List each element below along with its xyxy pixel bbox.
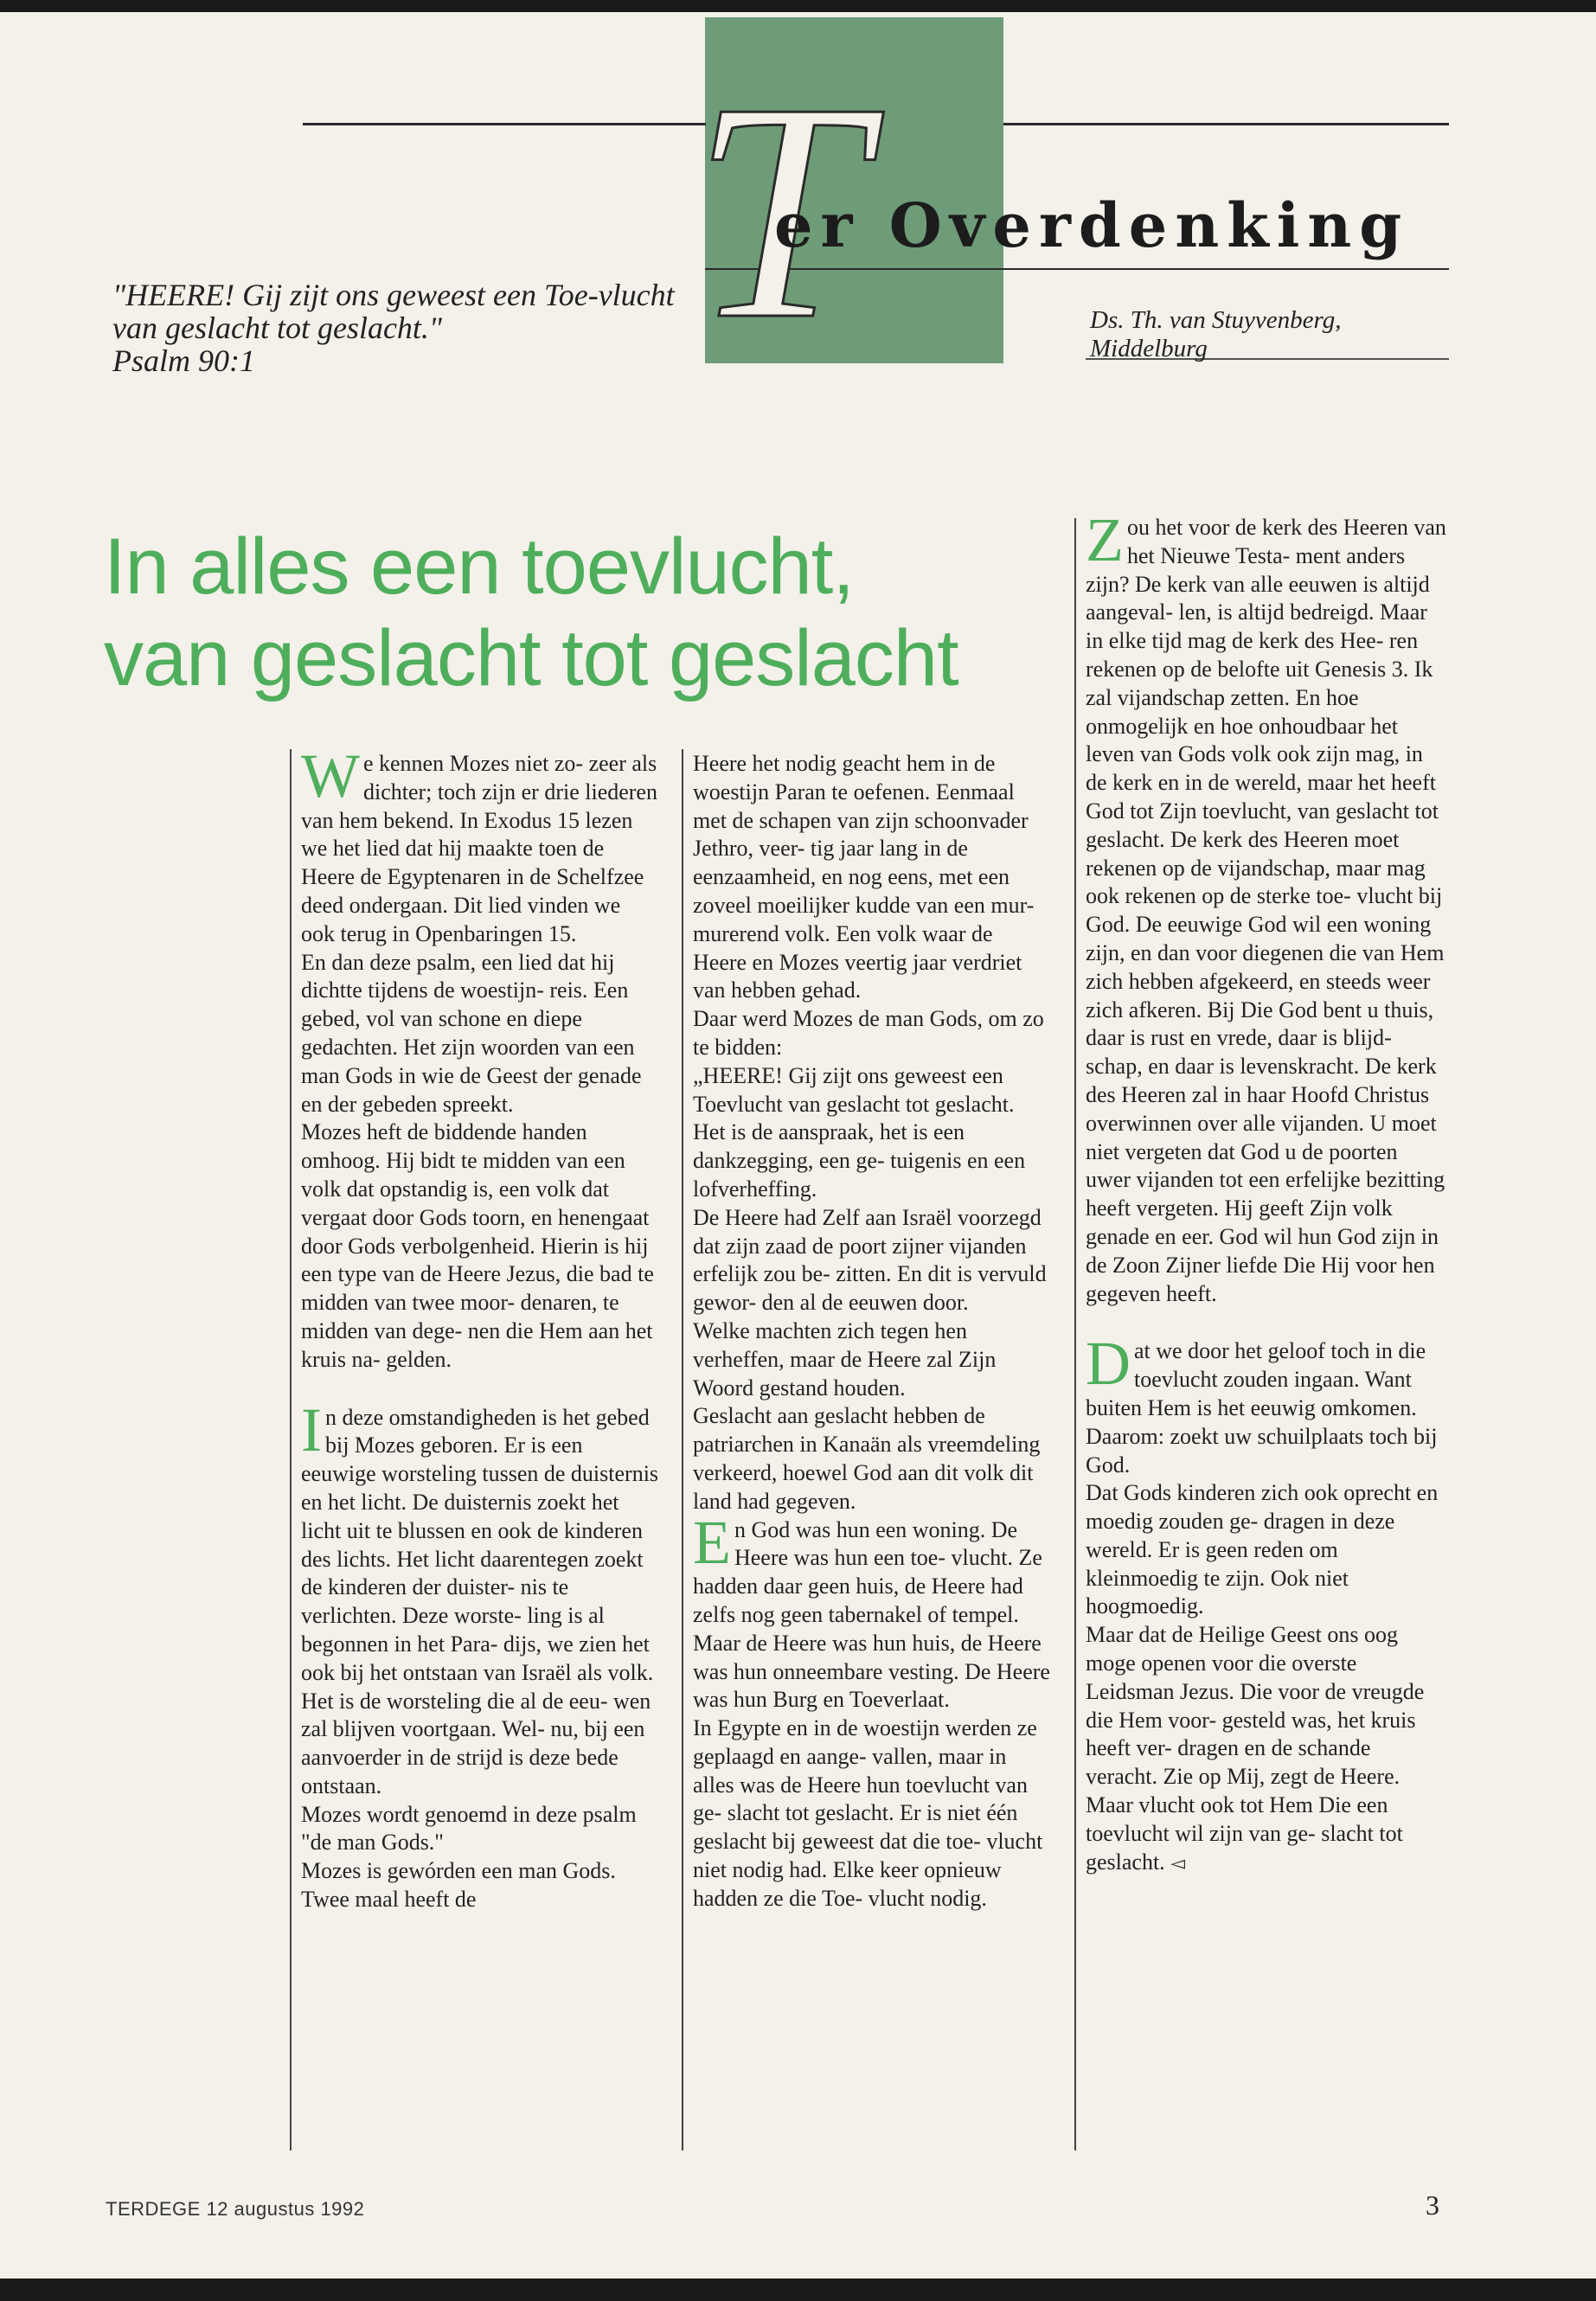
paragraph-text: Daar werd Mozes de man Gods, om zo te bidden: bbox=[693, 1006, 1044, 1060]
paragraph-text: De Heere had Zelf aan Israël voorzegd dat zijn zaad de poort zijner vijanden erfelijk zou be- zitten. En dit is vervuld gewor- den al de eeuwen door. bbox=[693, 1204, 1047, 1316]
article-paragraph bbox=[301, 1801, 659, 1858]
paragraph-text: ou het voor de kerk des Heeren van het Nieuwe Testa- ment anders zijn? De kerk van alle eeuwen is altijd aangeval- len, is altijd bedreigd. Maar in elke tijd mag de kerk des Hee- ren rekenen op de belofte uit Genesis 3. Ik zal vijandschap zetten. En hoe onmogelijk en hoe onhoudbaar het leven van Gods volk ook zijn mag, in de kerk en in de wereld, maar het heeft God tot Zijn toevlucht, van geslacht tot geslacht. De kerk des Heeren moet rekenen op de vijandschap, maar mag ook rekenen op de sterke toe- vlucht bij God. De eeuwige God wil een woning zijn, en dan voor diegenen die van Hem zich hebben afgekeerd, en steeds weer zich afkeren. Bij Die God bent u thuis, daar is rust en vrede, daar is blijd- schap, en daar is levenskracht. De kerk des Heeren zal in haar Hoofd Christus overwinnen over alle vijanden. U moet niet vergeten dat God u de poorten uwer vijanden tot een erfelijke bezitting heeft vergeten. Hij geeft Zijn volk genade en eer. God wil hun God zijn in de Zoon Zijner liefde Die Hij voor hen gegeven heeft. bbox=[1086, 515, 1446, 1306]
article-paragraph bbox=[1086, 1621, 1447, 1877]
paragraph-text: Mozes wordt genoemd in deze psalm "de man Gods." bbox=[301, 1801, 637, 1856]
paragraph-gap bbox=[301, 1375, 659, 1404]
article-paragraph bbox=[301, 1118, 659, 1374]
paragraph-text: Dat Gods kinderen zich ook oprecht en moedig zouden ge- dragen in deze wereld. Er is geen reden om kleinmoedig te zijn. Ook niet hoogmoedig. bbox=[1086, 1480, 1439, 1619]
article-paragraph bbox=[693, 1507, 1051, 1715]
article-headline bbox=[104, 521, 1073, 704]
paragraph-text: En dan deze psalm, een lied dat hij dichtte tijdens de woestijn- reis. Een gebed, vol van schone en diepe gedachten. Het zijn woorden van een man Gods in wie de Geest der genade en der gebeden spreekt. bbox=[301, 949, 642, 1117]
article-paragraph bbox=[301, 1394, 659, 1801]
page-number: 3 bbox=[1426, 2189, 1439, 2221]
publication-footer: TERDEGE 12 augustus 1992 bbox=[106, 2198, 365, 2220]
paragraph-text: n God was hun een woning. De Heere was hun een toe- vlucht. Ze hadden daar geen huis, de Heere had zelfs nog geen tabernakel of tempel. Maar de Heere was hun huis, de Heere was hun onneembare vesting. De Heere was hun Burg en Toeverlaat. bbox=[693, 1516, 1050, 1713]
paragraph-text: Maar dat de Heilige Geest ons oog moge openen voor die overste Leidsman Jezus. Die voor de vreugde die Hem voor- gesteld was, het kruis heeft ver- dragen en de schande veracht. Zie op Mij, zegt de Heere. Maar vlucht ook tot Hem Die een toevlucht wil zijn van ge- slacht tot geslacht. bbox=[1086, 1622, 1425, 1875]
section-title: er Overdenking bbox=[774, 189, 1410, 261]
article-paragraph bbox=[1086, 1329, 1447, 1479]
article-paragraph bbox=[693, 1715, 1051, 1913]
article-column-3 bbox=[1086, 505, 1447, 1877]
motto-text: "HEERE! Gij zijt ons geweest een Toe-vlucht van geslacht tot geslacht." bbox=[112, 278, 675, 345]
article-paragraph bbox=[693, 1204, 1051, 1317]
end-of-article-icon: ◅ bbox=[1170, 1851, 1186, 1874]
paragraph-text: n deze omstandigheden is het gebed bij Mozes geboren. Er is een eeuwige worsteling tussen de duisternis en het licht. De duisternis zoekt het licht uit te blussen en ook de kinderen des lichts. Het licht daarentegen zoekt de kinderen der duister- nis te verlichten. Deze worste- ling is al begonnen in het Para- dijs, we zien het ook bij het ontstaan van Israël als volk. Het is de worsteling die al de eeu- wen zal blijven voortgaan. Wel- nu, bij een aanvoerder in de strijd is deze bede ontstaan. bbox=[301, 1404, 659, 1798]
header-rule-right bbox=[1003, 123, 1449, 125]
article-column-1 bbox=[301, 741, 659, 1914]
column-rule-1 bbox=[290, 749, 292, 2150]
drop-cap: I bbox=[301, 1394, 322, 1465]
author-location: Middelburg bbox=[1090, 335, 1208, 362]
headline-line-1: In alles een toevlucht, bbox=[104, 522, 854, 611]
article-paragraph bbox=[693, 1062, 1051, 1204]
article-paragraph bbox=[1086, 1479, 1447, 1621]
paragraph-text: e kennen Mozes niet zo- zeer als dichter; toch zijn er drie liederen van hem bekend. In Exodus 15 lezen we het lied dat hij maakte toen de Heere de Egyptenaren in de Schelfzee deed ondergaan. Dit lied vinden we ook terug in Openbaringen 15. bbox=[301, 751, 657, 946]
author-name: Ds. Th. van Stuyvenberg, bbox=[1090, 306, 1342, 334]
column-rule-3 bbox=[1074, 518, 1076, 2150]
article-paragraph bbox=[301, 949, 659, 1119]
paragraph-text: Mozes is gewórden een man Gods. Twee maal heeft de bbox=[301, 1858, 616, 1913]
header-rule-left bbox=[303, 123, 706, 125]
article-column-2 bbox=[693, 750, 1051, 1913]
magazine-page bbox=[0, 12, 1596, 2279]
paragraph-text: „HEERE! Gij zijt ons geweest een Toevlucht van geslacht tot geslacht. Het is de aanspraak, het is een dankzegging, een ge- tuigenis en een lofverheffing. bbox=[693, 1062, 1026, 1202]
header-initial-T: T bbox=[692, 38, 866, 383]
article-paragraph bbox=[1086, 505, 1447, 1308]
paragraph-text: Welke machten zich tegen hen verheffen, maar de Heere zal Zijn Woord gestand houden. bbox=[693, 1317, 997, 1400]
drop-cap: Z bbox=[1086, 505, 1124, 574]
article-paragraph bbox=[301, 741, 659, 949]
article-paragraph bbox=[693, 1317, 1051, 1402]
drop-cap: W bbox=[301, 741, 360, 811]
bottom-border bbox=[0, 2279, 1596, 2301]
paragraph-gap bbox=[1086, 1308, 1447, 1337]
headline-line-2: van geslacht tot geslacht bbox=[104, 614, 958, 702]
article-paragraph bbox=[301, 1857, 659, 1914]
paragraph-text: Heere het nodig geacht hem in de woestijn Paran te oefenen. Eenmaal met de schapen van zijn schoonvader Jethro, veer- tig jaar lang in de eenzaamheid, en nog eens, met een zoveel moeilijker kudde van een mur- murerend volk. Een volk waar de Heere en Mozes veertig jaar verdriet van hebben gehad. bbox=[693, 751, 1035, 1003]
paragraph-text: Mozes heft de biddende handen omhoog. Hij bidt te midden van een volk dat opstandig is, een volk dat vergaat door Gods toorn, en henengaat door Gods verbolgenheid. Hierin is hij een type van de Heere Jezus, die bad te midden van twee moor- denaren, te midden van dege- nen die Hem aan het kruis na- gelden. bbox=[301, 1119, 654, 1372]
paragraph-text: In Egypte en in de woestijn werden ze geplaagd en aange- vallen, maar in alles was de Heere hun toevlucht van ge- slacht tot geslacht. Er is niet één geslacht bij geweest dat die toe- vlucht niet nodig had. Elke keer opnieuw hadden ze die Toe- vlucht nodig. bbox=[693, 1715, 1043, 1911]
article-paragraph bbox=[693, 750, 1051, 1005]
motto-reference: Psalm 90:1 bbox=[112, 343, 255, 378]
drop-cap: D bbox=[1086, 1329, 1131, 1399]
paragraph-text: Geslacht aan geslacht hebben de patriarchen in Kanaän als vreemdeling verkeerd, hoewel God aan dit volk dit land had gegeven. bbox=[693, 1403, 1041, 1514]
drop-cap: E bbox=[693, 1507, 731, 1577]
bible-motto bbox=[112, 279, 683, 377]
paragraph-text: at we door het geloof toch in die toevlucht zouden ingaan. Want buiten Hem is het eeuwig omkomen. Daarom: zoekt uw schuilplaats toch bij God. bbox=[1086, 1338, 1438, 1477]
top-border bbox=[0, 0, 1596, 12]
author-byline bbox=[1090, 306, 1445, 363]
article-paragraph bbox=[693, 1402, 1051, 1516]
article-paragraph bbox=[693, 1005, 1051, 1062]
column-rule-2 bbox=[682, 749, 683, 2150]
